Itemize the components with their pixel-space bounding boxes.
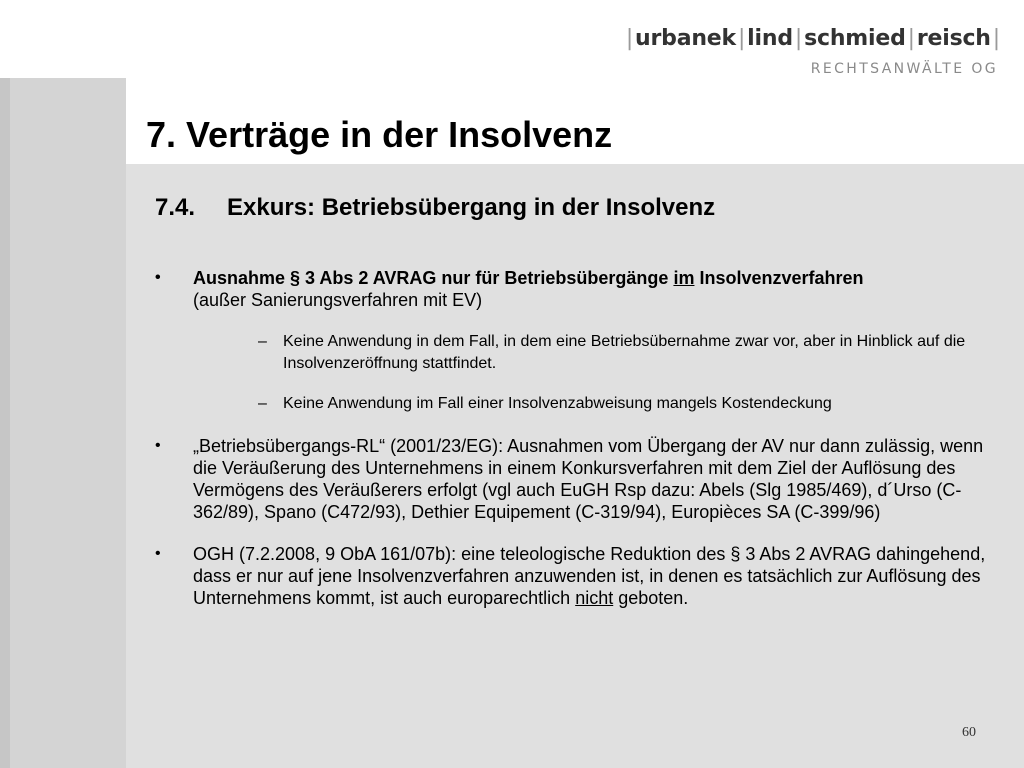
- bullet-item: [150, 435, 1012, 523]
- bullet-text-bold: Insolvenzverfahren: [694, 268, 864, 288]
- logo-name-urbanek: urbanek: [635, 26, 736, 51]
- bullet-text: OGH (7.2.2008, 9 ObA 161/07b): eine teleologische Reduktion des § 3 Abs 2 AVRAG dahingehend, dass er nur auf jene Insolvenzverfahren anzuwenden ist, in denen es tatsächlich zur Auflösung des Unternehmens kommt, ist auch europarechtlich: [193, 544, 986, 608]
- logo-name-reisch: reisch: [916, 26, 991, 51]
- sub-bullet-list: [193, 331, 1012, 415]
- dash-marker: –: [258, 395, 267, 412]
- bullet-list: [150, 267, 1012, 629]
- dash-marker: –: [258, 333, 267, 350]
- bullet-text: „Betriebsübergangs-RL“ (2001/23/EG): Ausnahmen vom Übergang der AV nur dann zulässig, wenn die Veräußerung des Unternehmens in einem Konkursverfahren mit dem Ziel der Auflösung des Vermögens des Veräußerers erfolgt (vgl auch EuGH Rsp dazu: Abels (Slg 1985/469), d´Urso (C-362/89), Spano (C472/93), Dethier Equipement (C-319/94), Europièces SA (C-399/96): [193, 436, 984, 522]
- logo-subtitle: RECHTSANWÄLTE OG: [810, 61, 998, 77]
- logo-name-lind: lind: [747, 26, 793, 51]
- logo-separator: |: [625, 26, 634, 51]
- section-heading: [155, 194, 715, 222]
- page-title: 7. Verträge in der Insolvenz: [146, 114, 613, 155]
- bullet-text-bold: Ausnahme § 3 Abs 2 AVRAG nur für Betriebsübergänge: [193, 268, 674, 288]
- bullet-marker: •: [155, 269, 161, 286]
- sub-bullet-item: [193, 393, 1012, 415]
- bullet-text-underlined: im: [673, 268, 695, 288]
- logo-separator: |: [737, 26, 746, 51]
- left-strip-shade: [0, 78, 10, 768]
- section-number: 7.4.: [155, 194, 196, 221]
- logo-separator: |: [907, 26, 915, 51]
- logo-separator: |: [992, 26, 1000, 51]
- bullet-text: geboten.: [613, 588, 689, 608]
- section-title: Exkurs: Betriebsübergang in der Insolvenz: [227, 194, 716, 221]
- bullet-item: [150, 267, 1012, 415]
- bullet-text-normal: (außer Sanierungsverfahren mit EV): [193, 290, 483, 310]
- firm-logo: [624, 26, 1002, 77]
- bullet-text-underlined: nicht: [575, 588, 614, 608]
- logo-separator: |: [794, 26, 803, 51]
- bullet-marker: •: [155, 545, 161, 562]
- sub-bullet-text: Keine Anwendung in dem Fall, in dem eine Betriebsübernahme zwar vor, aber in Hinblick auf die Insolvenzeröffnung stattfindet.: [283, 333, 966, 372]
- left-decorative-strip: [0, 78, 126, 768]
- bullet-item: [150, 543, 1012, 609]
- logo-name-schmied: schmied: [804, 26, 906, 51]
- page-number: 60: [962, 725, 976, 740]
- bullet-marker: •: [155, 437, 161, 454]
- logo-names: [624, 26, 1002, 51]
- sub-bullet-item: [193, 331, 1012, 375]
- sub-bullet-text: Keine Anwendung im Fall einer Insolvenzabweisung mangels Kostendeckung: [283, 395, 832, 412]
